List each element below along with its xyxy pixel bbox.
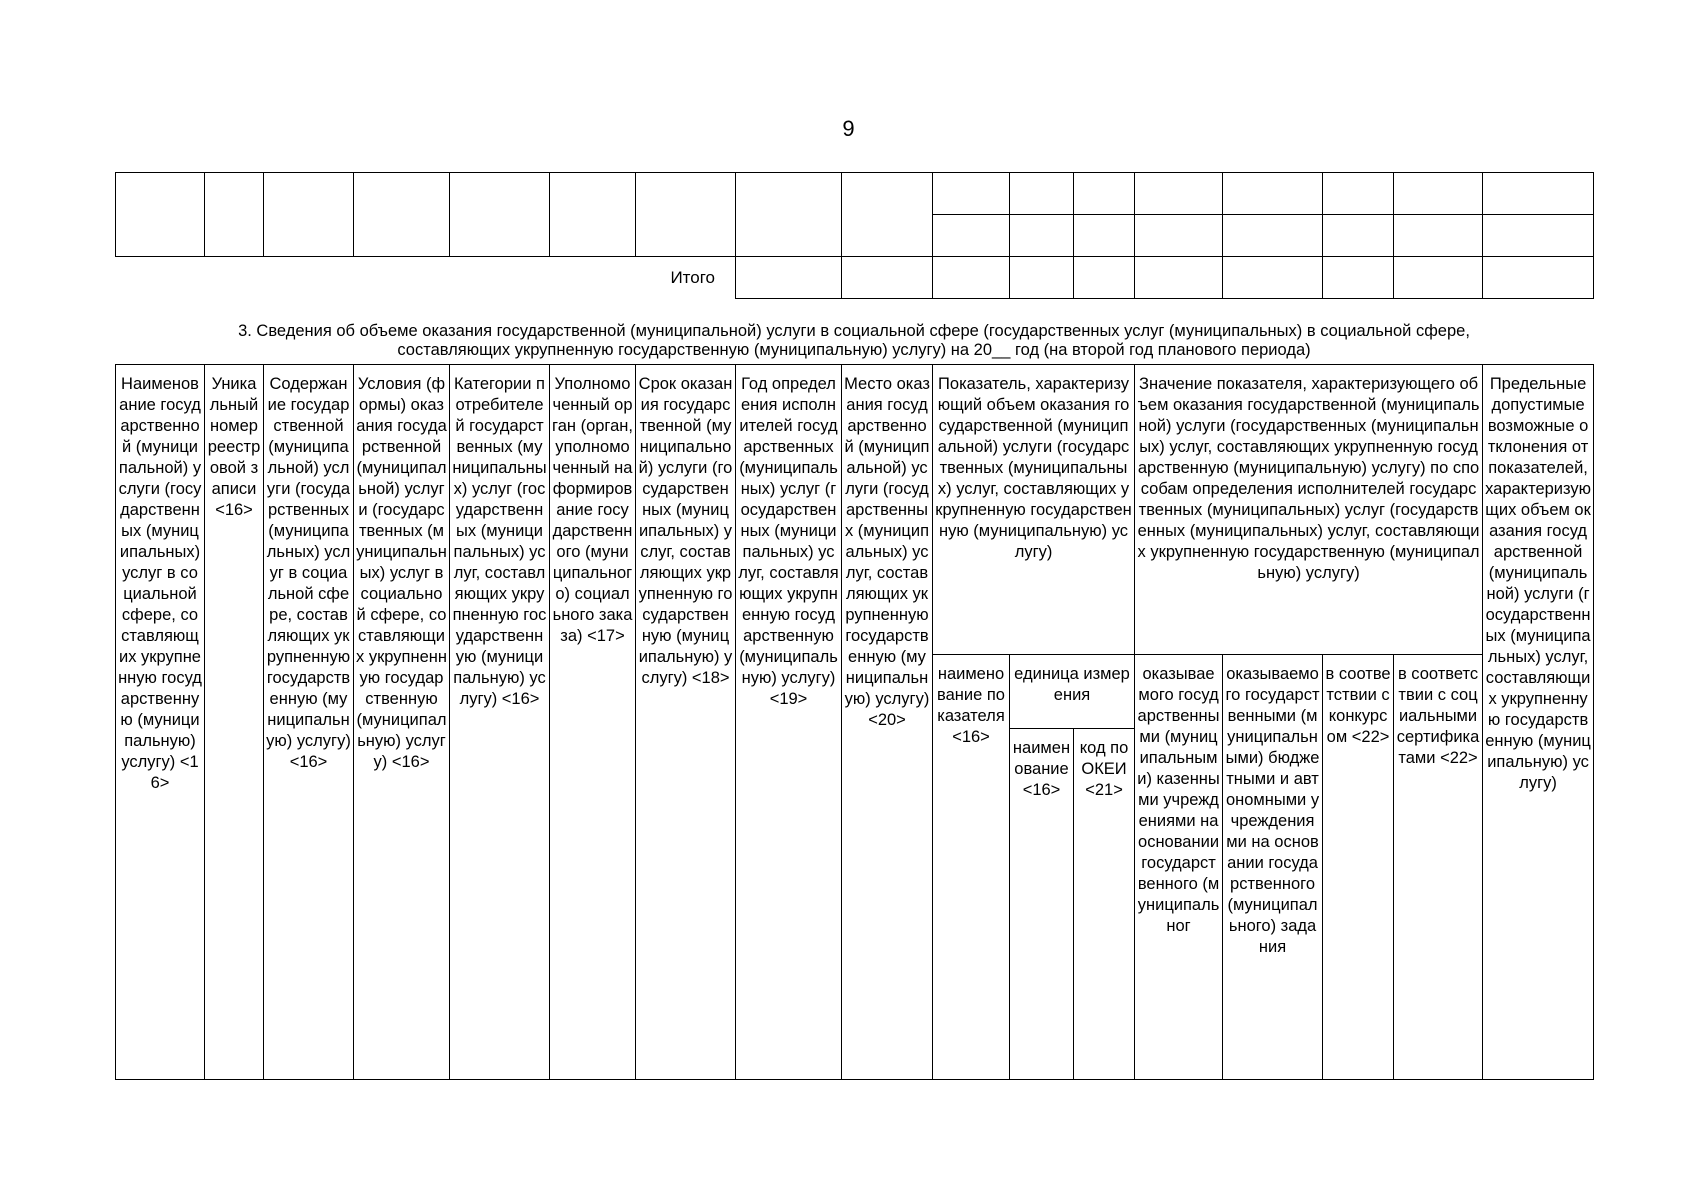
header-authorized-body: Уполномоченный орган (орган, уполномоченный на формирование государственного (муниципального) социального заказа) <17> — [550, 365, 636, 1080]
total-cell — [1483, 257, 1594, 299]
total-label: Итого — [670, 267, 715, 287]
empty-cell — [1483, 215, 1594, 257]
total-cell — [1323, 257, 1394, 299]
total-cell — [1223, 257, 1323, 299]
section-title-line1: 3. Сведения об объеме оказания государственной (муниципальной) услуги в социальной сфере (государственных услуг (муниципальных) в социальной сфере, — [238, 322, 1470, 340]
empty-cell — [636, 173, 736, 257]
empty-cell — [1323, 215, 1394, 257]
empty-cell — [116, 173, 205, 257]
total-cell — [1135, 257, 1223, 299]
empty-cell — [1135, 215, 1223, 257]
previous-table-continuation — [115, 172, 1594, 299]
header-value-budget-institutions: оказываемого государственными (муниципальными) бюджетными и автономными учреждениями на основании государственного (муниципального) задания — [1223, 655, 1323, 1080]
section-title-line2: составляющих укрупненную государственную (муниципальную) услугу) на 20__ год (на второй год планового периода) — [397, 341, 1311, 359]
header-registry-number: Уникальный номер реестровой записи <16> — [205, 365, 264, 1080]
header-indicator-group: Показатель, характеризующий объем оказания государственной (муниципальной) услуги (государственных (муниципальных) услуг, составляющих укрупненную государственную (муниципальную) услугу) — [933, 365, 1135, 655]
header-unit-name: наименование <16> — [1010, 729, 1074, 1080]
volume-table — [115, 364, 1594, 1080]
header-allowed-deviations: Предельные допустимые возможные отклонения от показателей, характеризующих объем оказания государственной (муниципальной) услуги (государственных (муниципальных) услуг, составляющих укрупненную государственную (муниципальную) услугу) — [1483, 365, 1594, 1080]
header-service-conditions: Условия (формы) оказания государственной (муниципальной) услуги (государственных (муниципальных) услуг в социальной сфере, составляющих укрупненную государственную (муниципальную) услугу) <16> — [354, 365, 450, 1080]
empty-cell — [1323, 173, 1394, 215]
empty-cell — [1074, 173, 1135, 215]
empty-cell — [1135, 173, 1223, 215]
empty-cell — [450, 173, 550, 257]
header-value-group: Значение показателя, характеризующего объем оказания государственной (муниципальной) услуги (государственных (муниципальных) услуг, составляющих укрупненную государственную (муниципальную) услугу) по способам определения исполнителей государственных (муниципальных) услуг (государственных (муниципальных) услуг, составляющих укрупненную государственную (муниципальную) услугу) — [1135, 365, 1483, 655]
empty-cell — [1223, 215, 1323, 257]
empty-cell — [354, 173, 450, 257]
header-service-place: Место оказания государственной (муниципальной) услуги (государственных (муниципальных) услуг, составляющих укрупненную государственную (муниципальную) услугу) <20> — [842, 365, 933, 1080]
header-unit-group: единица измерения — [1010, 655, 1135, 729]
empty-cell — [1223, 173, 1323, 215]
header-service-term: Срок оказания государственной (муниципальной) услуги (государственных (муниципальных) услуг, составляющих укрупненную государственную (муниципальную) услугу) <18> — [636, 365, 736, 1080]
total-cell — [1010, 257, 1074, 299]
empty-cell — [842, 173, 933, 257]
header-value-certificates: в соответствии с социальными сертификатами <22> — [1394, 655, 1483, 1080]
header-unit-code: код по ОКЕИ <21> — [1074, 729, 1135, 1080]
empty-cell — [1074, 215, 1135, 257]
header-value-competition: в соответствии с конкурсом <22> — [1323, 655, 1394, 1080]
empty-cell — [1394, 173, 1483, 215]
empty-cell — [205, 173, 264, 257]
empty-cell — [1010, 215, 1074, 257]
total-cell — [842, 257, 933, 299]
section-title — [115, 322, 1593, 360]
empty-cell — [933, 215, 1010, 257]
header-service-content: Содержание государственной (муниципальной) услуги (государственных (муниципальных) услуг в социальной сфере, составляющих укрупненную государственную (муниципальную) услугу) <16> — [264, 365, 354, 1080]
empty-cell — [1010, 173, 1074, 215]
empty-cell — [1483, 173, 1594, 215]
total-cell — [1394, 257, 1483, 299]
header-consumer-categories: Категории потребителей государственных (муниципальных) услуг (государственных (муниципальных) услуг, составляющих укрупненную государственную (муниципальную) услугу) <16> — [450, 365, 550, 1080]
empty-cell — [1394, 215, 1483, 257]
total-cell — [1074, 257, 1135, 299]
empty-cell — [933, 173, 1010, 215]
empty-cell — [264, 173, 354, 257]
empty-cell — [550, 173, 636, 257]
header-value-state-institutions: оказываемого государственными (муниципальными) казенными учреждениями на основании государственного (муниципальног — [1135, 655, 1223, 1080]
header-service-name: Наименование государственной (муниципальной) услуги (государственных (муниципальных) услуг в социальной сфере, составляющих укрупненную государственную (муниципальную) услугу) <16> — [116, 365, 205, 1080]
page-number: 9 — [842, 116, 855, 141]
total-cell — [933, 257, 1010, 299]
header-selection-year: Год определения исполнителей государственных (муниципальных) услуг (государственных (муниципальных) услуг, составляющих укрупненную государственную (муниципальную) услугу) <19> — [736, 365, 842, 1080]
empty-cell — [736, 173, 842, 257]
total-cell — [736, 257, 842, 299]
header-indicator-name: наименование показателя <16> — [933, 655, 1010, 1080]
